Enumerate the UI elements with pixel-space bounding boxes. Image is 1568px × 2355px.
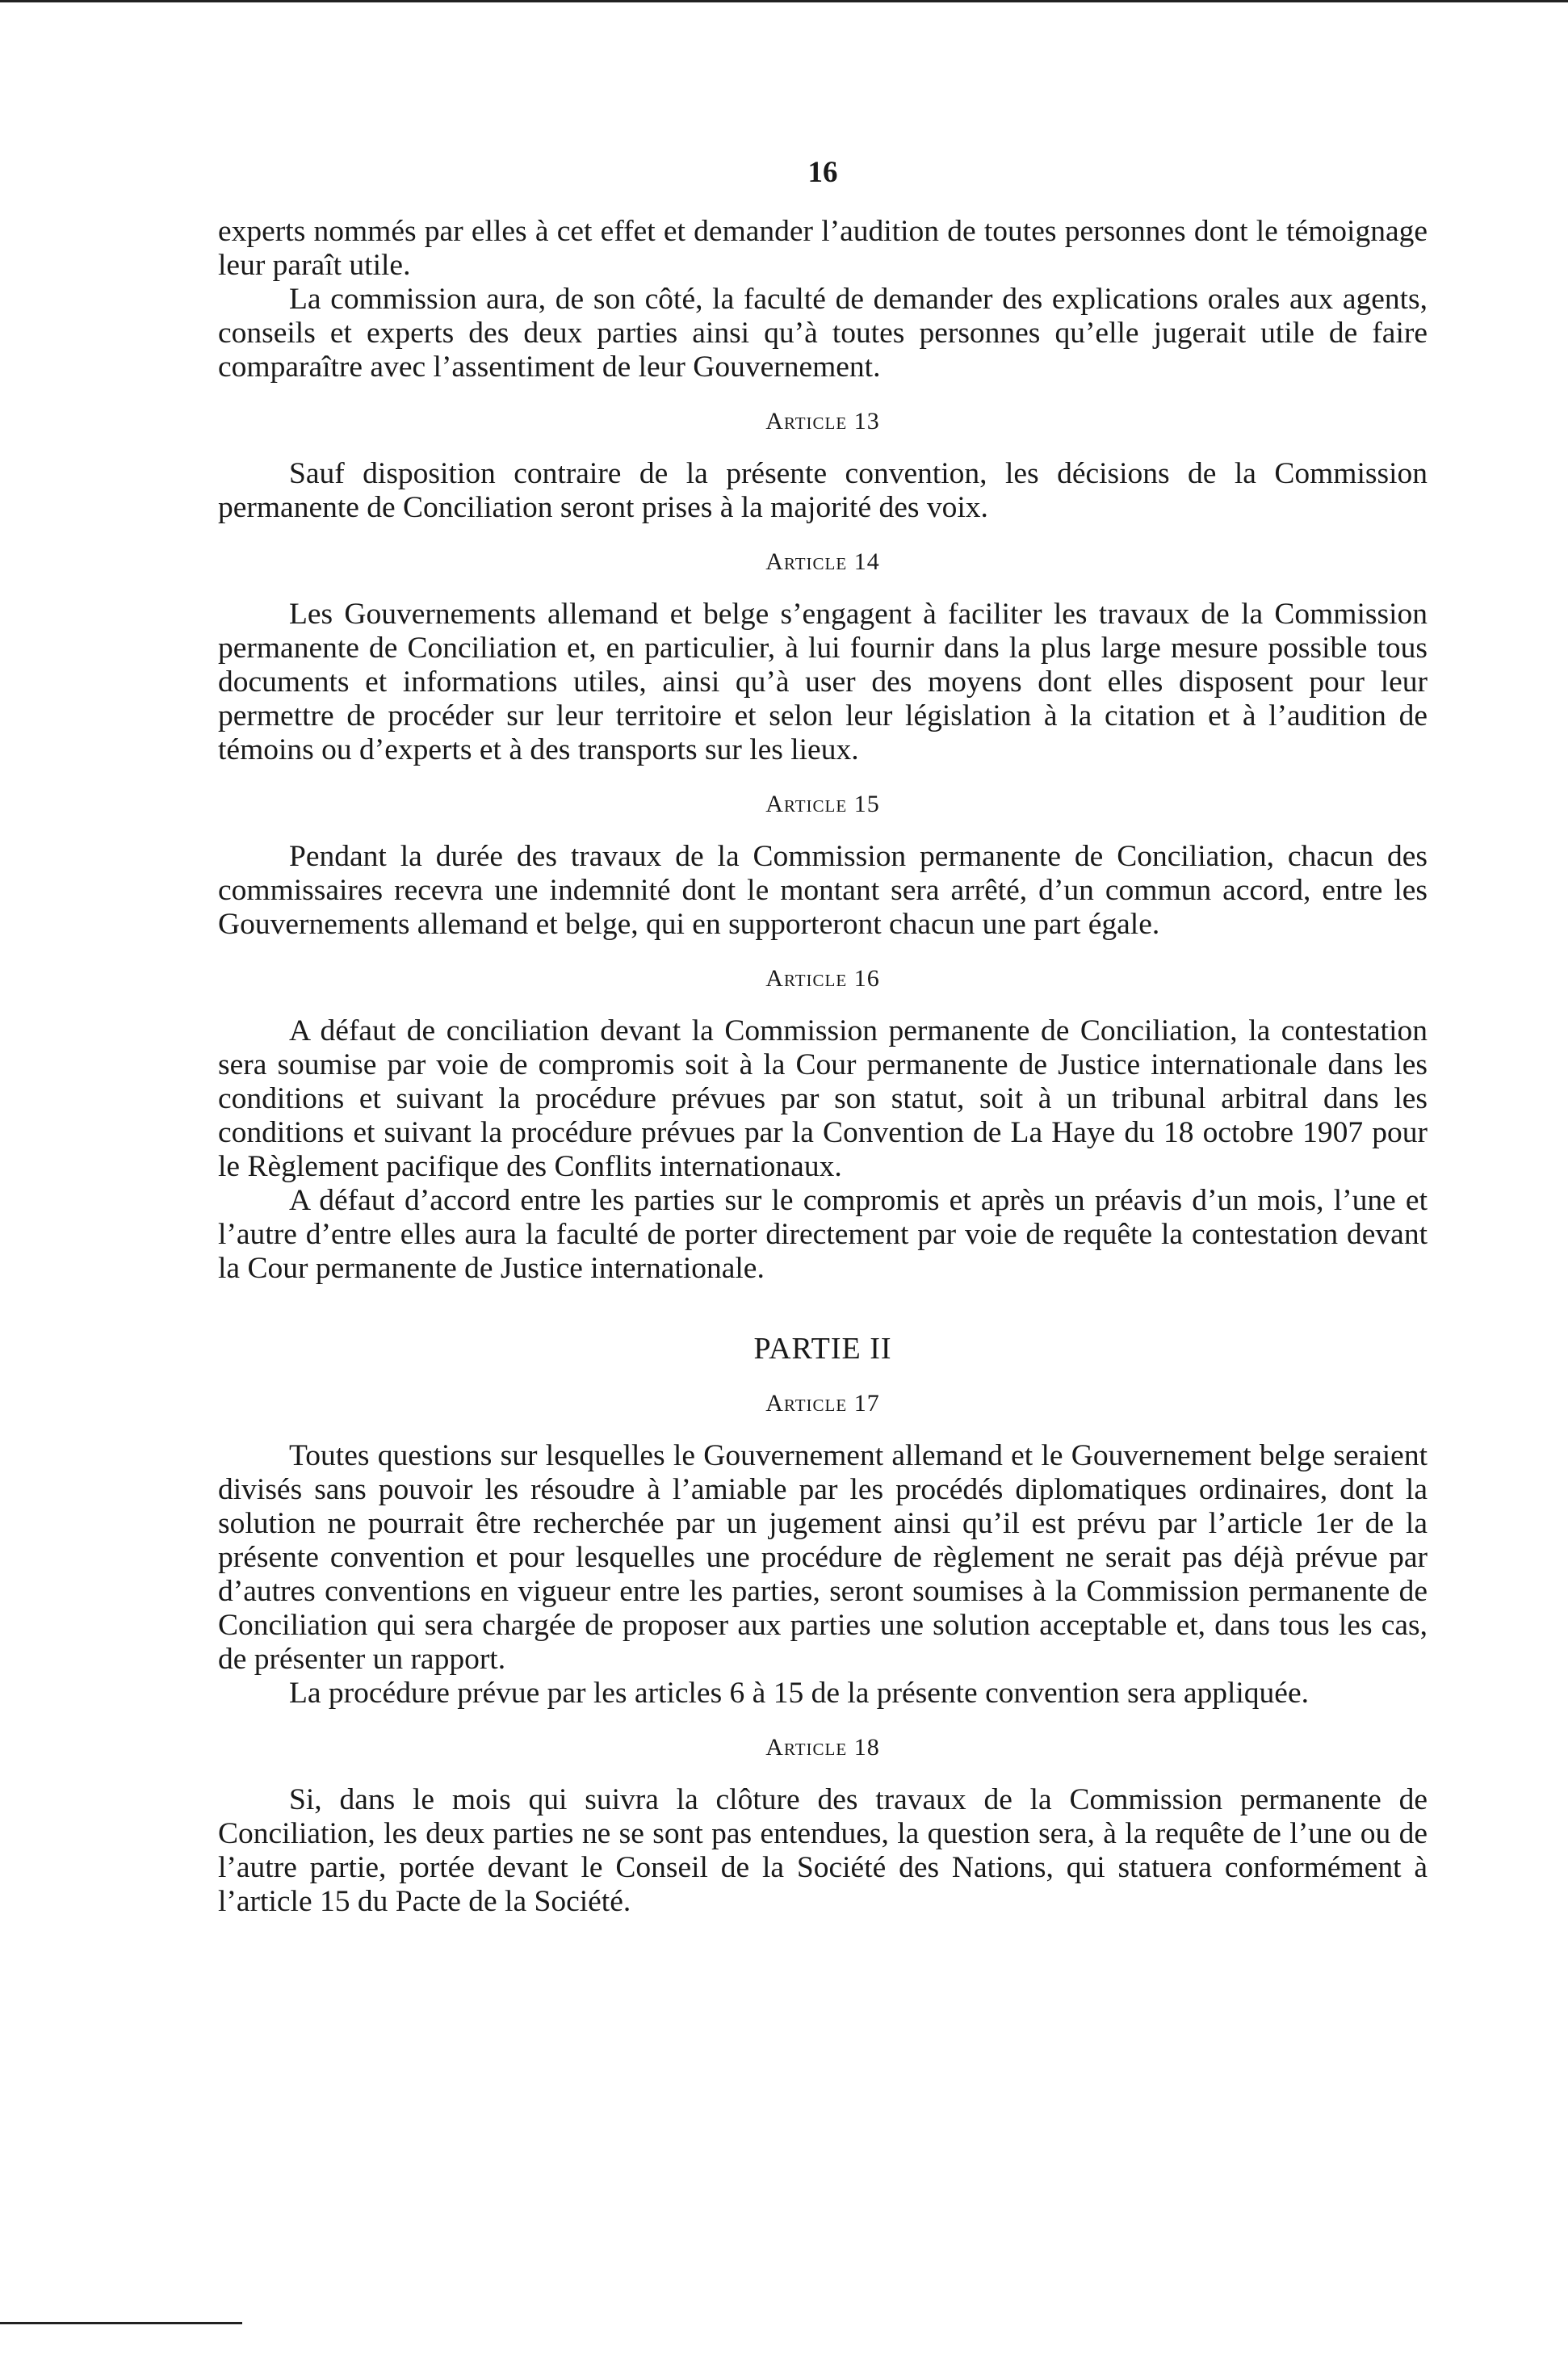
paragraph: experts nommés par elles à cet effet et demander l’audition de toutes personnes dont le témoignage leur paraît utile. [218,215,1428,282]
document-page [218,157,1428,1919]
paragraph: Pendant la durée des travaux de la Commission permanente de Conciliation, chacun des commissaires recevra une indemnité dont le montant sera arrêté, d’un commun accord, entre les Gouvernements allemand et belge, qui en supporteront chacun une part égale. [218,840,1428,941]
article-heading: Article 13 [765,408,880,434]
paragraph: Sauf disposition contraire de la présente convention, les décisions de la Commission permanente de Conciliation seront prises à la majorité des voix. [218,457,1428,524]
article-heading: Article 14 [765,548,880,575]
paragraph: Toutes questions sur lesquelles le Gouvernement allemand et le Gouvernement belge seraient divisés sans pouvoir les résoudre à l’amiable par les procédés diplomatiques ordinaires, dont la solution ne pourrait être recherchée par un jugement ainsi qu’il est prévu par l’article 1er de la présente convention et pour lesquelles une procédure de règlement ne serait pas déjà prévue par d’autres conventions en vigueur entre les parties, seront soumises à la Commission permanente de Conciliation qui sera chargée de proposer aux parties une solution acceptable et, dans tous les cas, de présenter un rapport. [218,1439,1428,1676]
paragraph: Si, dans le mois qui suivra la clôture des travaux de la Commission permanente de Conciliation, les deux parties ne se sont pas entendues, la question sera, à la requête de l’une ou de l’autre partie, portée devant le Conseil de la Société des Nations, qui statuera conformément à l’article 15 du Pacte de la Société. [218,1783,1428,1918]
paragraph: Les Gouvernements allemand et belge s’engagent à faciliter les travaux de la Commission permanente de Conciliation et, en particulier, à lui fournir dans la plus large mesure possible tous documents et informations utiles, ainsi qu’à user des moyens dont elles disposent pour leur permettre de procéder sur leur territoire et selon leur législation à la citation et à l’audition de témoins ou d’experts et à des transports sur les lieux. [218,598,1428,766]
article-heading: Article 18 [765,1734,880,1761]
page-number: 16 [807,156,838,189]
paragraph: La commission aura, de son côté, la faculté de demander des explications orales aux agents, conseils et experts des deux parties ainsi qu’à toutes personnes qu’elle jugerait utile de faire comparaître avec l’assentiment de leur Gouvernement. [218,283,1428,384]
article-heading: Article 16 [765,965,880,992]
article-heading: Article 15 [765,791,880,817]
paragraph: A défaut d’accord entre les parties sur le compromis et après un préavis d’un mois, l’une et l’autre d’entre elles aura la faculté de porter directement par voie de requête la contestation devant la Cour permanente de Justice internationale. [218,1184,1428,1285]
paragraph: A défaut de conciliation devant la Commission permanente de Conciliation, la contestation sera soumise par voie de compromis soit à la Cour permanente de Justice internationale dans les conditions et suivant la procédure prévues par son statut, soit à un tribunal arbitral dans les conditions et suivant la procédure prévues par la Convention de La Haye du 18 octobre 1907 pour le Règlement pacifique des Conflits internationaux. [218,1014,1428,1183]
article-heading: Article 17 [765,1390,880,1417]
part-heading: PARTIE II [753,1332,892,1366]
paragraph: La procédure prévue par les articles 6 à 15 de la présente convention sera appliquée. [289,1677,1309,1710]
top-edge-rule [0,0,1568,2]
bottom-edge-rule [0,2322,242,2324]
